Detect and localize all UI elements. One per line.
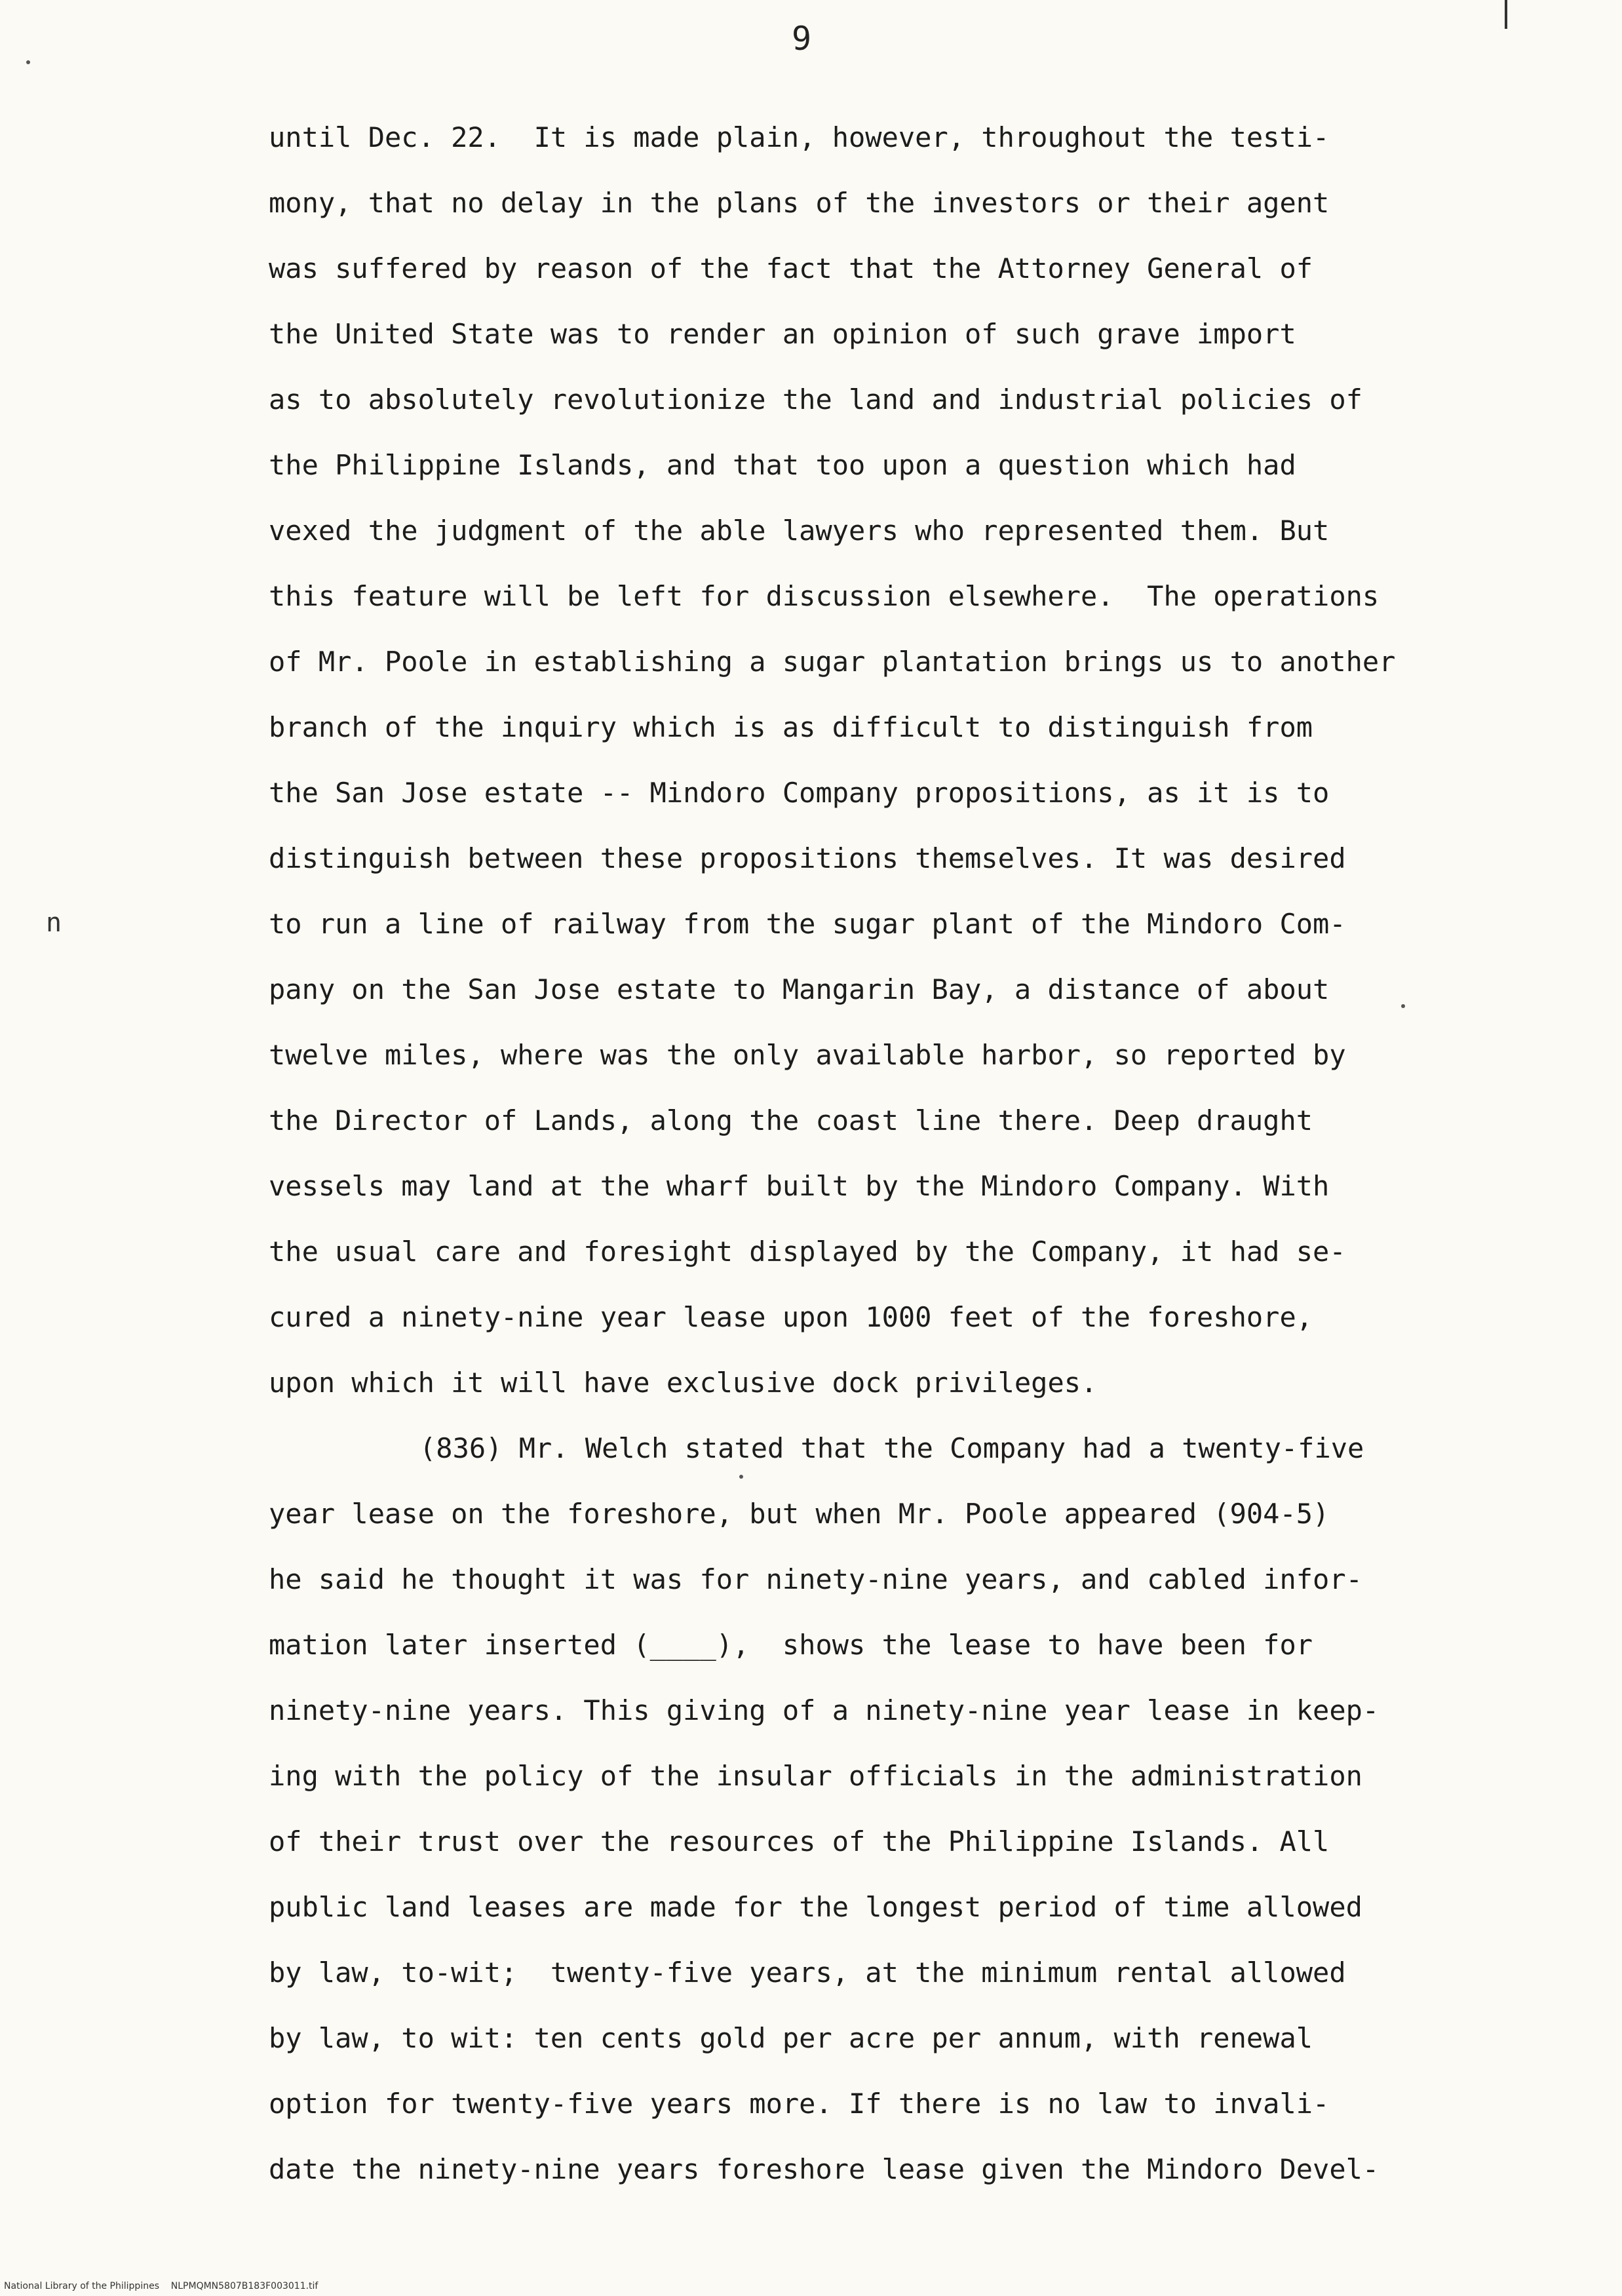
text-line: vessels may land at the wharf built by the Mindoro Company. With (269, 1170, 1330, 1202)
text-line: date the ninety-nine years foreshore lease given the Mindoro Devel- (269, 2153, 1380, 2185)
text-line: ninety-nine years. This giving of a ninety-nine year lease in keep- (269, 1694, 1380, 1726)
text-line: this feature will be left for discussion elsewhere. The operations (269, 580, 1380, 612)
text-line: public land leases are made for the longest period of time allowed (269, 1891, 1362, 1923)
page-number: 9 (792, 20, 812, 58)
text-line: the Director of Lands, along the coast line there. Deep draught (269, 1104, 1313, 1137)
text-line: as to absolutely revolutionize the land and industrial policies of (269, 383, 1362, 416)
text-line: of their trust over the resources of the Philippine Islands. All (269, 1825, 1330, 1858)
text-line: pany on the San Jose estate to Mangarin Bay, a distance of about (269, 973, 1330, 1005)
archive-footer: National Library of the Philippines NLPMQMN5807B183F003011.tif (4, 2281, 319, 2291)
text-line: option for twenty-five years more. If there is no law to invali- (269, 2088, 1330, 2120)
text-line: he said he thought it was for ninety-nine years, and cabled infor- (269, 1563, 1362, 1595)
text-line: to run a line of railway from the sugar plant of the Mindoro Com- (269, 908, 1346, 940)
margin-mark: n (46, 908, 62, 938)
text-line: twelve miles, where was the only available harbor, so reported by (269, 1039, 1346, 1071)
text-line: until Dec. 22. It is made plain, however, throughout the testi- (269, 121, 1330, 153)
text-line: ing with the policy of the insular officials in the administration (269, 1760, 1362, 1792)
text-line: the United State was to render an opinion of such grave import (269, 318, 1296, 350)
text-line: of Mr. Poole in establishing a sugar plantation brings us to another (269, 646, 1396, 678)
text-line: by law, to wit: ten cents gold per acre per annum, with renewal (269, 2022, 1313, 2054)
speck-mark (26, 60, 30, 64)
text-line: the Philippine Islands, and that too upon a question which had (269, 449, 1296, 481)
text-line: was suffered by reason of the fact that the Attorney General of (269, 252, 1313, 284)
text-line: (836) Mr. Welch stated that the Company had a twenty-five (419, 1432, 1364, 1464)
body-text (269, 105, 1461, 2202)
text-line: by law, to-wit; twenty-five years, at the minimum rental allowed (269, 1956, 1346, 1989)
text-line: cured a ninety-nine year lease upon 1000 feet of the foreshore, (269, 1301, 1313, 1333)
text-line: upon which it will have exclusive dock privileges. (269, 1367, 1098, 1399)
text-line: distinguish between these propositions themselves. It was desired (269, 842, 1346, 874)
text-line: the usual care and foresight displayed by the Company, it had se- (269, 1236, 1346, 1268)
text-line: the San Jose estate -- Mindoro Company propositions, as it is to (269, 777, 1330, 809)
corner-tick-mark (1505, 0, 1507, 29)
text-line: vexed the judgment of the able lawyers who represented them. But (269, 515, 1330, 547)
text-line: mony, that no delay in the plans of the investors or their agent (269, 187, 1330, 219)
text-line: mation later inserted (____), shows the lease to have been for (269, 1629, 1313, 1661)
text-line: branch of the inquiry which is as difficult to distinguish from (269, 711, 1313, 743)
text-line: year lease on the foreshore, but when Mr. Poole appeared (904-5) (269, 1498, 1330, 1530)
